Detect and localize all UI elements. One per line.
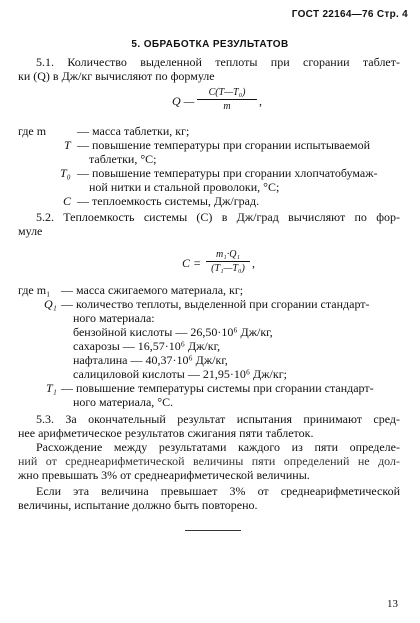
def2-text-q1: — количество теплоты, выделенной при сгорании стандарт- xyxy=(61,297,370,311)
paragraph-5-2-line-2: муле xyxy=(18,224,43,238)
def1-text-t0: — повышение температуры при сгорании хлопчатобумаж- xyxy=(77,166,378,180)
section-title: 5. ОБРАБОТКА РЕЗУЛЬТАТОВ xyxy=(131,39,289,50)
formula-1-denominator: m xyxy=(223,101,231,112)
def2-text-t1-cont: ного материала, °С. xyxy=(73,395,174,409)
def1-text-t: — повышение температуры при сгорании испытываемой xyxy=(77,138,371,152)
formula-1-tail: , xyxy=(259,94,262,108)
paragraph-5-3-line-2: нее арифметическое результатов сжигания пяти таблеток. xyxy=(18,426,314,440)
def2-naphthalene: нафталина — 40,37·10⁶ Дж/кг, xyxy=(73,353,228,367)
paragraph-5-1-line-1: 5.1. Количество выделенной теплоты при сгорании таблет- xyxy=(36,55,400,69)
def2-benzoic: бензойной кислоты — 26,50·10⁶ Дж/кг, xyxy=(73,325,273,339)
formula-2-denominator: (T₁—T₀) xyxy=(211,263,245,274)
def1-sym-m: где m xyxy=(18,124,47,138)
page-number: 13 xyxy=(387,598,398,610)
paragraph-diff-line-3: жно превышать 3% от среднеарифметической величины. xyxy=(18,468,310,482)
def2-sym-m1: где m₁ xyxy=(18,283,51,297)
def2-sym-q1: Q₁ xyxy=(44,297,57,311)
formula-1-fraction xyxy=(197,87,257,112)
page-header: ГОСТ 22164—76 Стр. 4 xyxy=(291,9,408,20)
def1-text-m: — масса таблетки, кг; xyxy=(77,124,190,138)
def2-salicylic: салициловой кислоты — 21,95·10⁶ Дж/кг; xyxy=(73,367,287,381)
formula-2-numerator: m₁·Q₁ xyxy=(216,249,240,260)
formula-1-numerator: C(T—T₀) xyxy=(208,87,246,98)
formula-2-tail: , xyxy=(252,256,255,270)
def2-text-m1: — масса сжигаемого материала, кг; xyxy=(61,283,244,297)
paragraph-5-1-line-2: ки (Q) в Дж/кг вычисляют по формуле xyxy=(18,69,215,83)
paragraph-diff-line-1: Расхождение между результатами каждого из пяти определе- xyxy=(36,440,400,454)
def2-text-q1-cont: ного материала: xyxy=(73,311,155,325)
paragraph-if-line-1: Если эта величина превышает 3% от среднеарифметической xyxy=(36,484,400,498)
formula-2-fraction xyxy=(206,249,250,274)
def1-sym-t0: T₀ xyxy=(60,166,71,180)
formula-1-lhs: Q — xyxy=(172,94,195,108)
formula-2-lhs: C = xyxy=(182,256,202,270)
def2-text-t1: — повышение температуры системы при сгорании стандарт- xyxy=(61,381,374,395)
def1-text-t0-cont: ной нитки и стальной проволоки, °С; xyxy=(89,180,280,194)
separator-rule xyxy=(185,530,241,531)
paragraph-5-3-line-1: 5.3. За окончательный результат испытания принимают сред- xyxy=(36,412,400,426)
def1-sym-t: T xyxy=(64,138,71,152)
paragraph-5-2-line-1: 5.2. Теплоемкость системы (C) в Дж/град вычисляют по фор- xyxy=(36,210,400,224)
def2-sym-t1: T₁ xyxy=(46,381,57,395)
def1-text-t-cont: таблетки, °С; xyxy=(89,152,157,166)
def1-sym-c: C xyxy=(63,194,72,208)
paragraph-if-line-2: величины, испытание должно быть повторено. xyxy=(18,498,258,512)
def2-sucrose: сахарозы — 16,57·10⁶ Дж/кг, xyxy=(73,339,221,353)
paragraph-diff-line-2: ний от среднеарифметической величины пяти определений не дол- xyxy=(18,454,400,468)
def1-text-c: — теплоемкость системы, Дж/град. xyxy=(77,194,260,208)
